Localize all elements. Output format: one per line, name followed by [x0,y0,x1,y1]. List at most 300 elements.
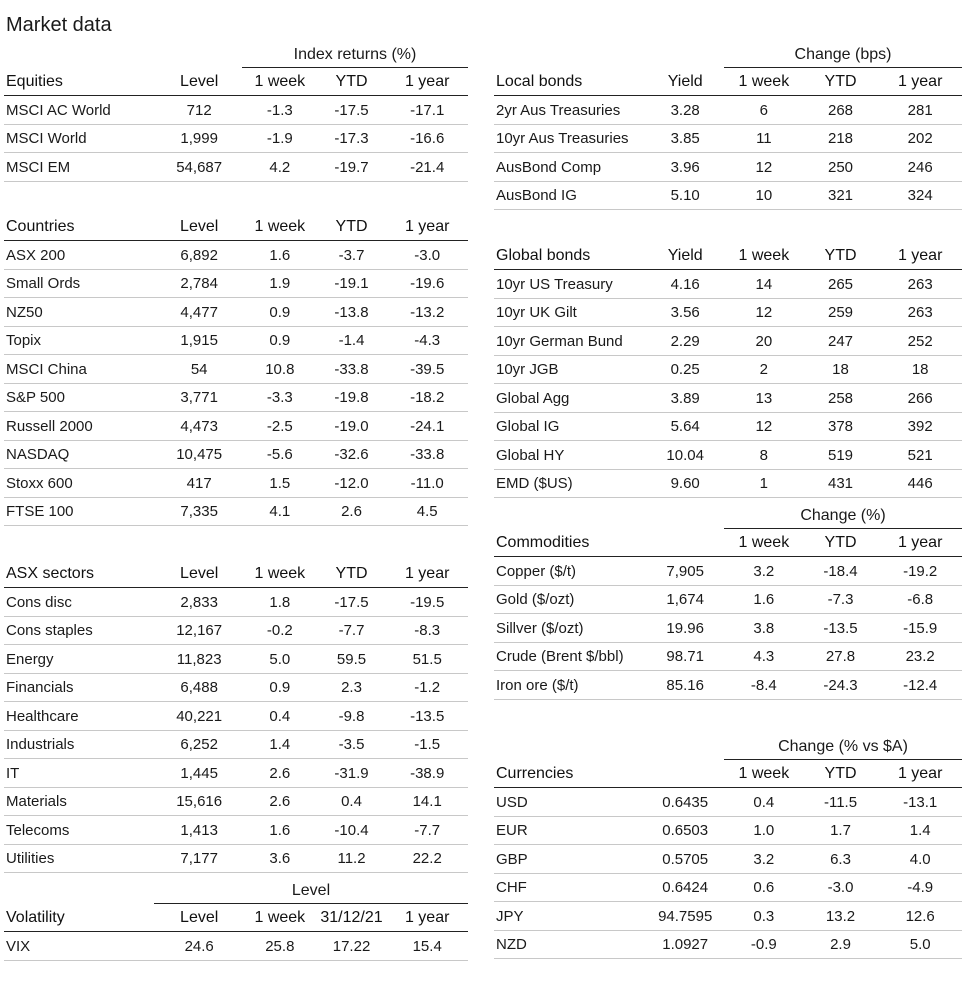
table-cell: S&P 500 [6,389,65,406]
table-cell: 2,833 [180,593,218,611]
table-cell: 0.3 [753,907,775,925]
table-cell: MSCI AC World [6,101,111,119]
column-header: 1 week [254,564,306,582]
table-cell: -8.4 [750,676,777,694]
column-header: 1 year [404,564,450,582]
table-cell: -16.6 [410,130,445,147]
table-cell: -24.1 [410,417,445,435]
table-cell: 23.2 [905,648,935,665]
table-cell: Copper ($/t) [496,562,577,580]
table-cell: 263 [907,275,933,293]
table-cell: 2.6 [269,764,291,782]
table-row [494,356,962,384]
column-header: 1 week [254,908,306,926]
table-cell: -19.2 [903,562,938,580]
table-cell: -5.6 [266,446,293,463]
table-cell: 3.85 [670,130,700,147]
table-cell: -15.9 [903,619,938,637]
table-cell: 259 [828,304,854,321]
column-header: YTD [335,217,368,235]
table-cell: 3.2 [753,562,775,580]
table-cell: 0.25 [670,361,700,378]
table-cell: -12.4 [903,676,938,694]
column-header: YTD [335,564,368,582]
table-cell: 4.1 [269,503,291,520]
table-row [494,672,962,700]
table-cell: 11.2 [337,850,366,867]
table-cell: 0.9 [269,679,291,696]
table-cell: 378 [828,418,854,435]
table-cell: 1,413 [180,821,218,839]
table-cell: Telecoms [6,821,70,839]
table-cell: -7.7 [414,821,441,839]
table-row [494,789,962,817]
table-cell: Russell 2000 [6,417,93,435]
table-row [4,674,468,702]
table-cell: 3.89 [670,389,700,407]
table-cell: 4,473 [180,417,218,435]
table-cell: 14 [755,275,773,293]
table-cell: -1.3 [266,101,293,119]
table-cell: -0.2 [266,622,293,639]
column-group-header: Level [154,878,468,904]
table-cell: 15,616 [176,793,223,810]
table-cell: NASDAQ [6,446,70,463]
table-cell: 4.0 [909,850,931,868]
table-cell: 6,488 [180,679,218,696]
table-cell: 40,221 [176,707,223,725]
table-cell: -19.7 [334,158,369,176]
table-row [494,125,962,153]
column-header: YTD [824,533,857,551]
table-cell: 6,252 [180,736,218,753]
table-cell: 12.6 [905,907,935,925]
table-cell: 2yr Aus Treasuries [496,101,621,119]
table-cell: 12 [755,158,773,176]
table-row [4,413,468,441]
table-cell: -17.5 [334,101,369,119]
table-cell: Global HY [496,446,565,464]
table-cell: 263 [907,304,933,321]
table-row [4,125,468,153]
column-header: 1 week [738,764,790,782]
table-cell: -31.9 [334,764,369,782]
table-cell: NZD [496,936,527,953]
table-cell: -8.3 [414,622,441,639]
table-cell: 258 [828,389,854,407]
table-cell: 3,771 [180,389,218,406]
table-cell: 0.6435 [662,793,709,811]
table-cell: VIX [6,937,31,955]
table-cell: 281 [907,101,933,119]
table-row [494,299,962,327]
table-cell: -13.8 [334,303,369,321]
table-cell: 5.0 [269,650,291,668]
table-cell: 1,999 [180,130,218,147]
table-cell: Healthcare [6,707,79,725]
table-cell: 3.28 [670,101,700,119]
table-cell: 1.4 [909,822,931,839]
table-cell: Financials [6,679,74,696]
table-cell: 250 [828,158,854,176]
column-header: YTD [824,72,857,90]
table-row [494,470,962,498]
column-header: Level [180,72,219,90]
table-row [4,384,468,412]
table-cell: -6.8 [907,591,934,608]
table-cell: 446 [907,475,933,492]
table-cell: -32.6 [334,446,369,463]
table-cell: 4.3 [753,648,775,665]
column-header: Volatility [6,908,65,926]
table-cell: -17.1 [410,101,445,119]
table-row [494,154,962,182]
column-group-header: Change (bps) [724,42,962,68]
table-cell: 2.6 [269,793,291,810]
table-header-row [4,213,468,241]
column-header: Level [180,564,219,582]
table-cell: -17.3 [334,130,369,147]
table-row [494,643,962,671]
table-cell: -3.5 [338,736,365,753]
table-cell: 6,892 [180,246,218,264]
table-row [4,299,468,327]
table-cell: -33.8 [410,446,445,463]
table-cell: -11.5 [823,793,858,811]
table-cell: Utilities [6,850,55,867]
table-cell: 7,335 [180,503,218,520]
table-cell: 9.60 [670,475,700,492]
table-cell: 94.7595 [658,907,713,925]
table-cell: 521 [907,446,933,464]
table-cell: 324 [907,187,933,204]
table-cell: MSCI EM [6,158,71,176]
table-cell: 3.96 [670,158,700,176]
table-cell: -19.5 [410,593,445,611]
table-cell: 59.5 [336,650,367,668]
table-cell: 0.5705 [662,850,709,868]
table-cell: 1.0 [753,822,775,839]
column-header: Level [180,217,219,235]
table-cell: AusBond IG [496,187,577,204]
table-cell: Energy [6,650,54,668]
column-header: 1 year [897,72,943,90]
table-cell: 1.0927 [662,936,709,953]
table-cell: 18 [911,361,929,378]
page-title: Market data [6,14,112,36]
table-row [4,154,468,182]
table-cell: 5.64 [670,418,700,435]
table-cell: -19.8 [334,389,369,406]
table-cell: 202 [907,130,933,147]
table-cell: 7,177 [180,850,218,867]
column-header: 1 year [897,764,943,782]
column-header: Countries [6,217,75,235]
table-cell: 85.16 [666,676,704,694]
table-row [4,817,468,845]
table-cell: 4.5 [416,503,438,520]
table-row [494,328,962,356]
table-row [4,470,468,498]
table-row [4,617,468,645]
table-cell: 54,687 [176,158,223,176]
table-cell: 2.3 [341,679,362,696]
table-cell: -18.2 [410,389,445,406]
table-cell: Global Agg [496,389,570,407]
table-cell: CHF [496,879,527,896]
table-cell: 1,674 [666,591,704,608]
column-header: Level [180,908,219,926]
table-cell: 11 [756,130,772,147]
table-cell: 10,475 [176,446,223,463]
table-cell: -11.0 [410,474,444,492]
table-row [494,558,962,586]
table-cell: 1.6 [269,821,291,839]
table-cell: Stoxx 600 [6,474,73,492]
table-cell: -21.4 [410,158,445,176]
column-header: Currencies [496,764,574,782]
column-header: Commodities [496,533,590,551]
table-cell: Materials [6,793,67,810]
table-cell: 0.4 [341,793,362,810]
table-cell: 8 [759,446,769,464]
table-cell: 19.96 [666,619,704,637]
table-row [494,385,962,413]
table-cell: 4.2 [269,158,291,176]
table-cell: Topix [6,332,42,349]
column-header: YTD [824,764,857,782]
table-cell: 268 [828,101,854,119]
table-cell: 10yr Aus Treasuries [496,130,629,147]
table-cell: 247 [828,332,854,350]
table-cell: -1.5 [414,736,441,753]
table-cell: 10 [755,187,773,204]
table-cell: MSCI China [6,360,87,378]
table-cell: 12 [755,304,773,321]
table-cell: 1.6 [269,246,291,264]
table-row [494,874,962,902]
table-cell: -7.7 [338,622,365,639]
table-row [4,356,468,384]
table-cell: 2 [759,361,769,378]
table-cell: -9.8 [338,707,365,725]
table-header-row [494,529,962,557]
table-cell: 265 [828,275,854,293]
table-cell: 246 [907,158,933,176]
table-cell: -1.2 [414,679,441,696]
table-cell: 27.8 [825,648,856,665]
table-cell: -13.5 [410,707,445,725]
table-cell: 417 [186,474,212,492]
table-cell: 3.2 [753,850,775,868]
column-header: 1 week [254,217,306,235]
column-group-header: Change (%) [724,503,962,529]
table-cell: -3.3 [266,389,293,406]
table-cell: 519 [828,446,854,464]
table-cell: -39.5 [410,360,445,378]
table-row [494,817,962,845]
column-header: ASX sectors [6,564,95,582]
table-cell: 22.2 [412,850,442,867]
table-cell: 431 [828,475,854,492]
table-cell: -13.1 [903,793,938,811]
table-cell: -4.3 [414,332,441,349]
table-cell: 2.29 [670,332,700,350]
table-cell: -12.0 [334,474,369,492]
table-cell: 218 [828,130,854,147]
table-header-row [4,904,468,932]
table-cell: -2.5 [266,417,293,435]
table-cell: 712 [186,101,212,119]
table-cell: Crude (Brent $/bbl) [496,648,624,665]
table-cell: Cons disc [6,593,72,611]
table-row [4,589,468,617]
table-cell: 0.6503 [662,822,709,839]
table-cell: -38.9 [410,764,445,782]
table-cell: USD [496,793,528,811]
table-cell: 11,823 [176,650,222,668]
column-header: 1 week [738,72,790,90]
table-cell: 6 [759,101,769,119]
table-cell: -1.4 [338,332,365,349]
table-cell: 51.5 [412,650,442,668]
table-cell: -4.9 [907,879,934,896]
table-cell: Gold ($/ozt) [496,591,575,608]
column-header: 1 week [738,246,790,264]
table-cell: -18.4 [823,562,858,580]
column-header: Equities [6,72,63,90]
table-cell: 10yr German Bund [496,332,623,350]
table-row [4,441,468,469]
table-cell: 4,477 [180,303,218,321]
table-cell: Cons staples [6,622,93,639]
table-cell: 10yr UK Gilt [496,304,577,321]
table-cell: 1,445 [180,764,218,782]
column-header: Global bonds [496,246,591,264]
table-cell: -1.9 [266,130,293,147]
table-cell: 1 [759,475,769,492]
column-header: Yield [667,246,703,264]
column-header: 31/12/21 [320,908,383,926]
table-cell: -3.0 [414,246,441,264]
table-cell: 54 [190,360,208,378]
table-cell: 2,784 [180,275,218,292]
table-cell: 7,905 [666,562,704,580]
table-cell: 20 [755,332,773,350]
table-cell: -3.0 [827,879,854,896]
table-cell: Small Ords [6,275,81,292]
table-cell: 14.1 [412,793,442,810]
column-header: Yield [667,72,703,90]
table-cell: 2.6 [341,503,362,520]
column-header: 1 week [738,533,790,551]
table-cell: 0.9 [269,332,291,349]
table-row [4,97,468,125]
table-cell: 10.8 [265,360,295,378]
table-cell: 10yr US Treasury [496,275,613,293]
table-cell: JPY [496,907,524,925]
table-row [494,413,962,441]
table-cell: 13 [755,389,773,407]
table-row [494,182,962,210]
table-row [494,931,962,959]
table-cell: -19.1 [334,275,369,292]
column-header: 1 year [404,908,450,926]
column-header: 1 week [254,72,306,90]
table-row [4,845,468,873]
table-cell: 5.0 [909,936,931,953]
table-cell: Global IG [496,418,560,435]
table-cell: 5.10 [670,187,700,204]
table-cell: 1.9 [269,275,291,292]
table-row [494,271,962,299]
table-cell: 10yr JGB [496,361,559,378]
table-row [4,760,468,788]
table-cell: 266 [907,389,933,407]
column-header: YTD [335,72,368,90]
table-cell: 12 [755,418,773,435]
table-cell: -19.0 [334,417,369,435]
table-cell: 3.56 [670,304,700,321]
table-row [494,97,962,125]
table-cell: 1.8 [269,593,291,611]
table-row [4,242,468,270]
table-cell: IT [6,764,20,782]
table-header-row [4,560,468,588]
table-row [494,442,962,470]
table-cell: 392 [907,418,933,435]
table-cell: Industrials [6,736,75,753]
table-cell: 2.9 [830,936,851,953]
table-row [494,846,962,874]
column-header: 1 year [897,533,943,551]
table-cell: 24.6 [184,937,214,955]
table-cell: -19.6 [410,275,445,292]
table-cell: 18 [832,361,849,378]
table-cell: 321 [828,187,854,204]
table-cell: MSCI World [6,130,87,147]
table-cell: 10.04 [666,446,704,464]
table-cell: 25.8 [265,937,295,955]
column-header: Local bonds [496,72,583,90]
column-header: YTD [824,246,857,264]
table-cell: 17.22 [332,937,371,955]
table-cell: 1.4 [269,736,291,753]
column-header: 1 year [897,246,943,264]
table-cell: 1.7 [830,822,851,839]
table-cell: 13.2 [825,907,856,925]
table-cell: GBP [496,850,528,868]
table-cell: 1,915 [180,332,218,349]
table-cell: -13.2 [410,303,445,321]
table-cell: 0.4 [269,707,291,725]
table-cell: 252 [907,332,933,350]
table-cell: 0.4 [753,793,775,811]
table-cell: 1.5 [269,474,291,492]
table-cell: 0.9 [269,303,291,321]
table-cell: ASX 200 [6,246,66,264]
table-header-row [4,68,468,96]
column-header: 1 year [404,72,450,90]
table-row [494,615,962,643]
table-row [4,270,468,298]
table-row [4,933,468,961]
table-cell: 1.6 [753,591,775,608]
table-cell: 3.8 [753,619,775,637]
table-cell: -3.7 [338,246,365,264]
table-cell: Sillver ($/ozt) [496,619,584,637]
table-row [4,788,468,816]
